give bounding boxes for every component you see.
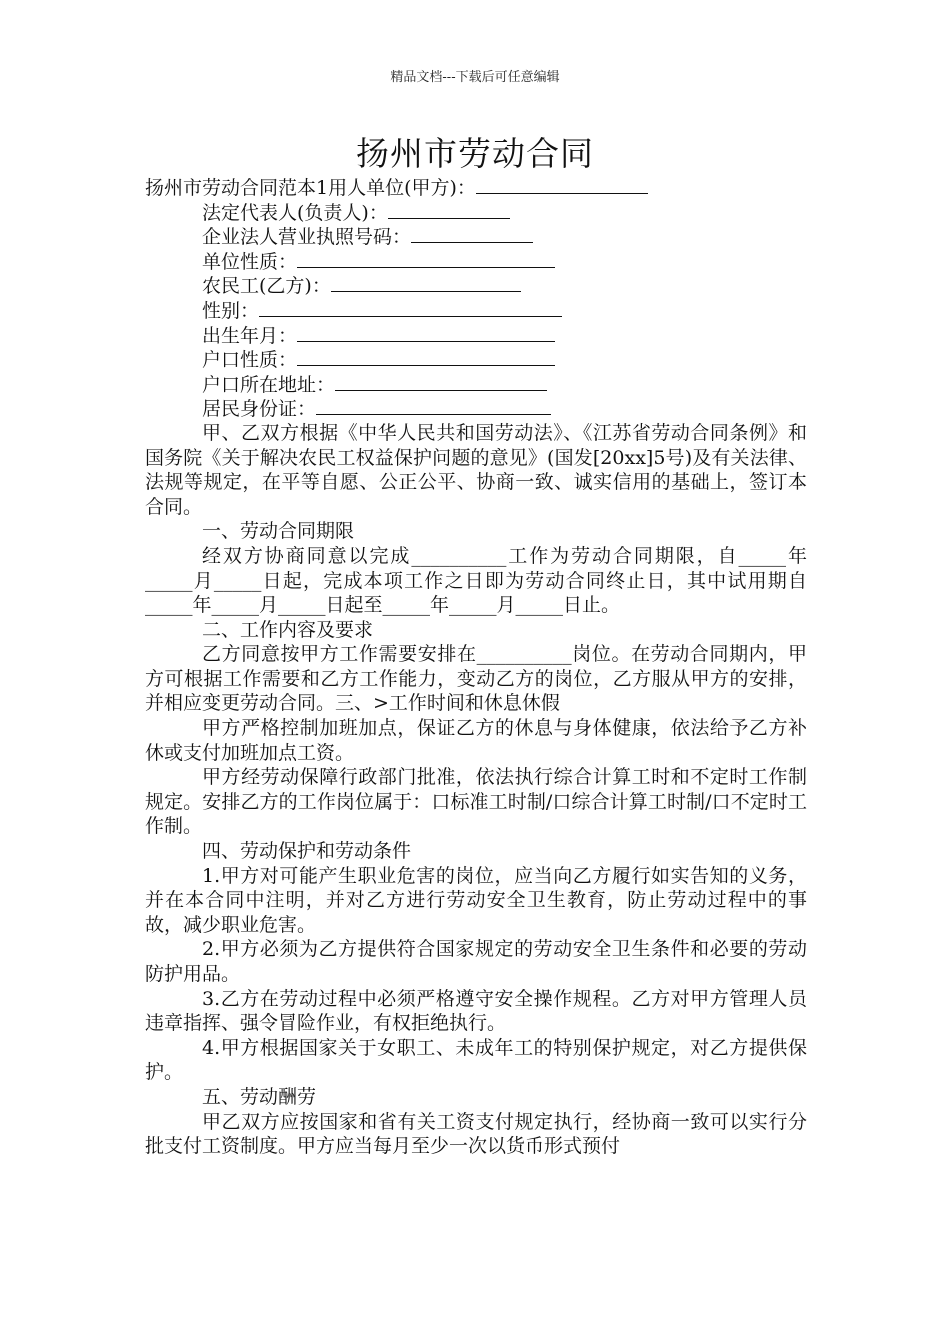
field-label: 单位性质： bbox=[202, 250, 298, 273]
field-blank bbox=[297, 249, 555, 268]
section-heading: 二、工作内容及要求 bbox=[202, 618, 374, 641]
paragraph-term: 经双方协商同意以完成__________工作为劳动合同期限，自_____年_____月_____日起，完成本项工作之日即为劳动合同终止日，其中试用期自_____年_____月_____日起至_____年_____月_____日止。 bbox=[145, 544, 807, 617]
paragraph-protection-4: 4.甲方根据国家关于女职工、未成年工的特别保护规定，对乙方提供保护。 bbox=[145, 1036, 807, 1084]
contract-body bbox=[145, 175, 807, 1159]
form-row bbox=[145, 372, 807, 397]
form-row bbox=[145, 323, 807, 348]
field-label: 企业法人营业执照号码： bbox=[202, 226, 412, 249]
field-blank bbox=[411, 224, 533, 243]
field-blank bbox=[259, 298, 562, 317]
document-title: 扬州市劳动合同 bbox=[356, 134, 594, 173]
field-blank bbox=[335, 372, 547, 391]
field-label: 出生年月： bbox=[202, 324, 298, 347]
employer-blank bbox=[476, 175, 648, 194]
paragraph-protection-3: 3.乙方在劳动过程中必须严格遵守安全操作规程。乙方对甲方管理人员违章指挥、强令冒险作业，有权拒绝执行。 bbox=[145, 987, 807, 1035]
form-row bbox=[145, 298, 807, 323]
section-heading: 一、劳动合同期限 bbox=[202, 520, 355, 543]
paragraph-preamble: 甲、乙双方根据《中华人民共和国劳动法》、《江苏省劳动合同条例》和国务院《关于解决农民工权益保护问题的意见》(国发[20xx]5号)及有关法律、法规等规定，在平等自愿、公正公平、协商一致、诚实信用的基础上，签订本合同。 bbox=[145, 421, 807, 518]
form-row bbox=[145, 347, 807, 372]
field-label: 居民身份证： bbox=[202, 398, 317, 421]
form-row bbox=[145, 249, 807, 274]
page-header: 精品文档---下载后可任意编辑 bbox=[390, 70, 560, 85]
form-row bbox=[145, 273, 807, 298]
field-blank bbox=[388, 200, 510, 219]
field-label: 农民工(乙方)： bbox=[202, 275, 331, 298]
field-label: 户口性质： bbox=[202, 349, 298, 372]
section-heading: 五、劳动酬劳 bbox=[202, 1085, 317, 1108]
employer-label: 扬州市劳动合同范本1用人单位(甲方)： bbox=[145, 177, 476, 199]
field-label: 法定代表人(负责人)： bbox=[202, 201, 388, 224]
field-label: 性别： bbox=[202, 299, 260, 322]
field-blank bbox=[297, 347, 555, 366]
form-row bbox=[145, 175, 807, 200]
section-heading: 四、劳动保护和劳动条件 bbox=[202, 840, 412, 863]
paragraph-protection-2: 2.甲方必须为乙方提供符合国家规定的劳动安全卫生条件和必要的劳动防护用品。 bbox=[145, 938, 807, 985]
paragraph-overtime: 甲方严格控制加班加点，保证乙方的休息与身体健康，依法给予乙方补休或支付加班加点工资。 bbox=[145, 717, 807, 764]
form-row bbox=[145, 200, 807, 225]
field-blank bbox=[316, 396, 551, 415]
paragraph-protection-1: 1.甲方对可能产生职业危害的岗位，应当向乙方履行如实告知的义务，并在本合同中注明，并对乙方进行劳动安全卫生教育，防止劳动过程中的事故，减少职业危害。 bbox=[145, 864, 807, 936]
paragraph-remuneration: 甲乙双方应按国家和省有关工资支付规定执行，经协商一致可以实行分批支付工资制度。甲方应当每月至少一次以货币形式预付 bbox=[145, 1110, 807, 1158]
form-row bbox=[145, 224, 807, 249]
form-row bbox=[145, 396, 807, 421]
field-blank bbox=[331, 273, 521, 292]
field-label: 户口所在地址： bbox=[202, 373, 336, 396]
field-blank bbox=[297, 323, 555, 342]
paragraph-working-hours: 甲方经劳动保障行政部门批准，依法执行综合计算工时和不定时工作制规定。安排乙方的工作岗位属于：口标准工时制/口综合计算工时制/口不定时工作制。 bbox=[145, 766, 807, 838]
paragraph-position: 乙方同意按甲方工作需要安排在__________岗位。在劳动合同期内，甲方可根据工作需要和乙方工作能力，变动乙方的岗位，乙方服从甲方的安排，并相应变更劳动合同。三、>工作时间和休息休假 bbox=[145, 643, 807, 715]
